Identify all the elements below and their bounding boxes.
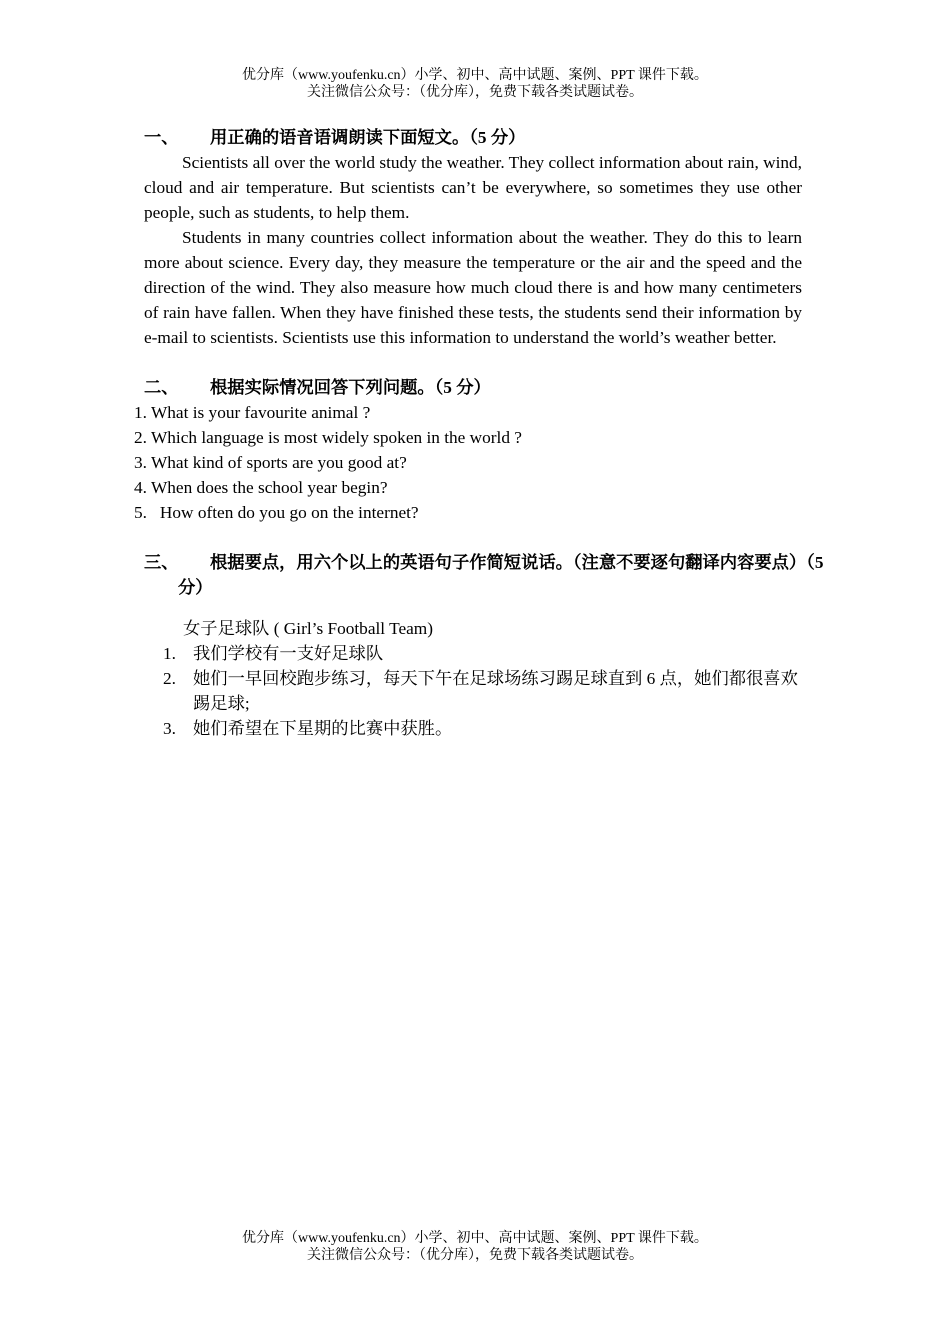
page-header (0, 67, 950, 101)
section-1-heading: 用正确的语音语调朗读下面短文。（5 分） (210, 128, 526, 147)
section-2-heading: 根据实际情况回答下列问题。（5 分） (210, 378, 491, 397)
question-item: 3. What kind of sports are you good at? (134, 453, 407, 472)
key-point-number: 2. (163, 669, 176, 688)
passage-paragraph-2: Students in many countries collect information about the weather. They do this to learn more about science. Every day, they measure the temperature or the air and the speed and the direction of the wind. They also measure how much cloud there is and how many centimeters of rain have fallen. When they have finished these tests, the students send their information by e-mail to scientists. Scientists use this information to understand the world’s weather better. (144, 228, 802, 347)
document-body (134, 125, 824, 741)
key-point-item (163, 641, 807, 666)
passage-paragraph-1: Scientists all over the world study the weather. They collect information about rain, wind, cloud and air temperature. But scientists can’t be everywhere, so sometimes they use other people, such as students, to help them. (144, 153, 802, 222)
section-3-title (144, 550, 840, 600)
key-point-item (163, 666, 807, 716)
footer-line-1: 优分库（www.youfenku.cn）小学、初中、高中试题、案例、PPT 课件下载。 (242, 1231, 708, 1246)
section-1-title (144, 125, 802, 150)
header-line-1: 优分库（www.youfenku.cn）小学、初中、高中试题、案例、PPT 课件下载。 (242, 68, 708, 83)
question-item: 1. What is your favourite animal ? (134, 403, 371, 422)
key-point-text: 她们一早回校跑步练习，每天下午在足球场练习踢足球直到 6 点，她们都很喜欢踢足球; (193, 669, 798, 713)
question-item: 4. When does the school year begin? (134, 478, 388, 497)
section-2-title (144, 375, 802, 400)
key-point-item (163, 716, 807, 741)
question-item: 5. How often do you go on the internet? (134, 503, 419, 522)
key-point-number: 1. (163, 644, 176, 663)
key-point-text: 我们学校有一支好足球队 (193, 644, 384, 663)
header-line-2: 关注微信公众号：（优分库），免费下载各类试题试卷。 (307, 85, 643, 100)
section-1-number: 一、 (144, 128, 179, 147)
key-points-list (163, 641, 807, 741)
section-3-number: 三、 (144, 553, 179, 572)
section-3-heading: 根据要点，用六个以上的英语句子作简短说话。（注意不要逐句翻译内容要点）（5 分） (178, 553, 824, 597)
key-point-text: 她们希望在下星期的比赛中获胜。 (193, 719, 453, 738)
page-footer (0, 1230, 950, 1264)
question-list (134, 400, 802, 525)
section-2-number: 二、 (144, 378, 179, 397)
speaking-topic: 女子足球队 ( Girl’s Football Team) (183, 619, 433, 638)
question-item: 2. Which language is most widely spoken in the world ? (134, 428, 522, 447)
key-point-number: 3. (163, 719, 176, 738)
footer-line-2: 关注微信公众号：（优分库），免费下载各类试题试卷。 (307, 1248, 643, 1263)
